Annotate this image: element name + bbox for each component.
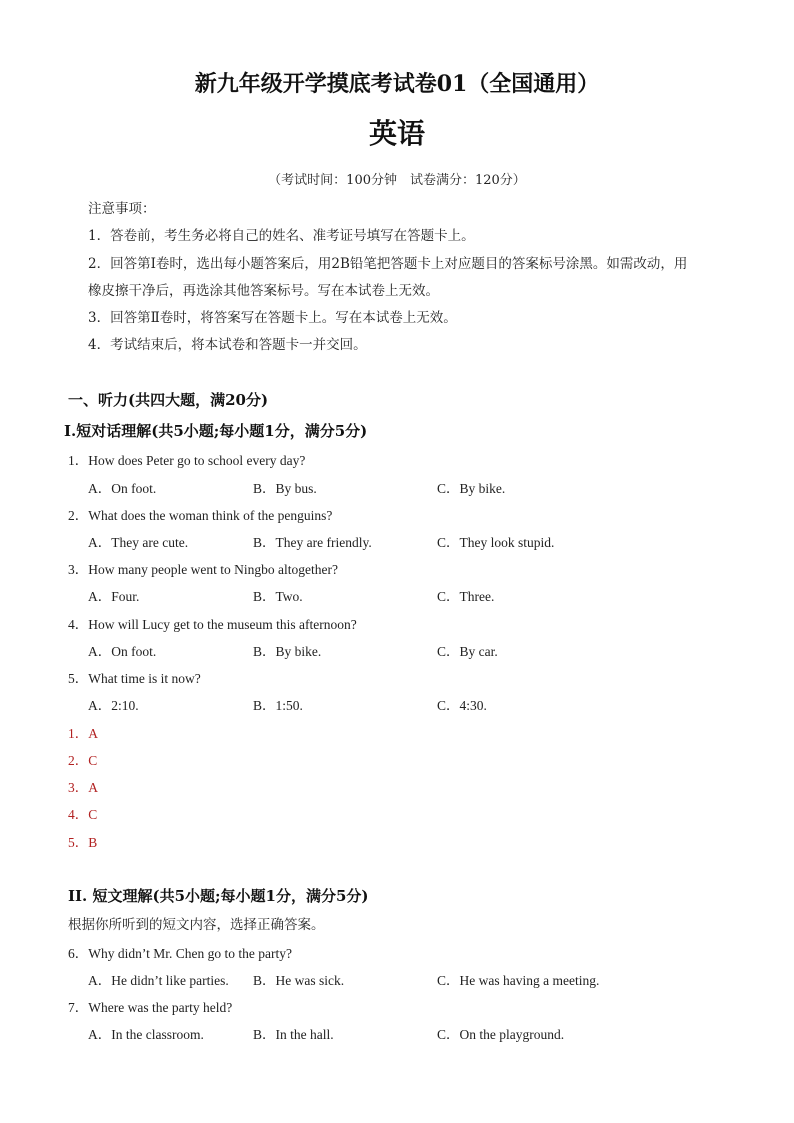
option-c: C．Three. [437,589,495,604]
option-c: C．He was having a meeting. [437,973,600,988]
note-item-continued: 橡皮擦干净后，再选涂其他答案标号。写在本试卷上无效。 [88,283,439,299]
exam-info: （考试时间：100分钟 试卷满分：120分） [268,173,526,188]
answer-key: 1．A [68,726,98,741]
option-b: B．1:50. [253,698,303,713]
option-b: B．By bus. [253,481,317,496]
note-item: 4．考试结束后，将本试卷和答题卡一并交回。 [88,337,367,353]
option-a: A．2:10. [88,698,139,713]
question-stem: 7．Where was the party held? [68,1000,233,1015]
option-a: A．On foot. [88,481,157,496]
section-heading-listening: 一、听力(共四大题，满20分) [68,391,269,409]
notes-heading: 注意事项： [88,201,156,217]
option-b: B．They are friendly. [253,535,372,550]
option-c: C．On the playground. [437,1027,565,1042]
document-title: 新九年级开学摸底考试卷01（全国通用） [194,71,600,97]
option-a: A．Four. [88,589,140,604]
option-c: C．They look stupid. [437,535,555,550]
subject-title: 英语 [368,117,425,150]
question-stem: 2．What does the woman think of the penguins? [68,508,333,523]
question-stem: 3．How many people went to Ningbo altogether? [68,562,338,577]
answer-key: 5．B [68,835,98,850]
note-item: 2．回答第Ⅰ卷时，选出每小题答案后，用2B铅笔把答题卡上对应题目的答案标号涂黑。如需改动，用 [88,256,688,272]
question-stem: 1．How does Peter go to school every day? [68,453,306,468]
question-stem: 5．What time is it now? [68,671,201,686]
part-instructions: 根据你所听到的短文内容，选择正确答案。 [68,917,325,933]
option-a: A．He didn’t like parties. [88,973,229,988]
note-item: 3．回答第Ⅱ卷时，将答案写在答题卡上。写在本试卷上无效。 [88,310,457,326]
option-a: A．In the classroom. [88,1027,204,1042]
answer-key: 3．A [68,780,98,795]
option-b: B．He was sick. [253,973,345,988]
question-stem: 4．How will Lucy get to the museum this afternoon? [68,617,357,632]
option-c: C．4:30. [437,698,487,713]
option-a: A．They are cute. [88,535,189,550]
part-heading-passage: II. 短文理解(共5小题;每小题1分，满分5分) [68,887,369,905]
option-b: B．By bike. [253,644,322,659]
option-b: B．Two. [253,589,303,604]
note-item: 1．答卷前，考生务必将自己的姓名、准考证号填写在答题卡上。 [88,228,475,244]
option-b: B．In the hall. [253,1027,334,1042]
answer-key: 4．C [68,807,98,822]
answer-key: 2．C [68,753,98,768]
option-a: A．On foot. [88,644,157,659]
option-c: C．By bike. [437,481,506,496]
option-c: C．By car. [437,644,498,659]
question-stem: 6．Why didn’t Mr. Chen go to the party? [68,946,292,961]
part-heading-short-dialogue: Ⅰ.短对话理解(共5小题;每小题1分，满分5分) [64,422,368,440]
